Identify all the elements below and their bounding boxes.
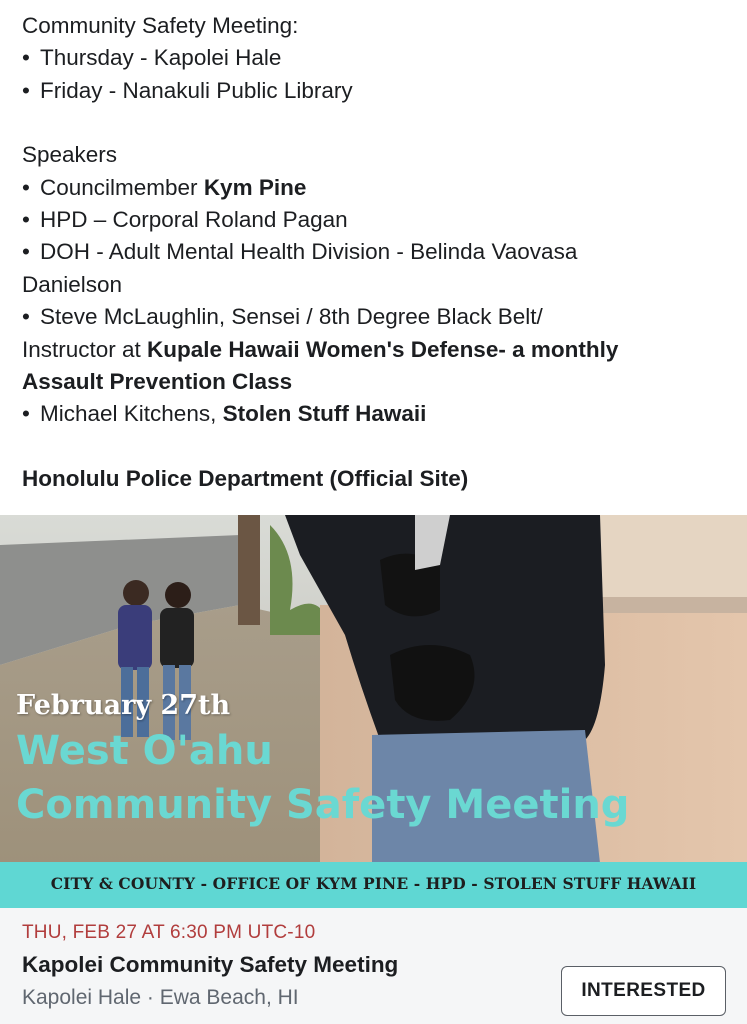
wall-upper: [580, 515, 747, 597]
bullet: •: [22, 239, 30, 265]
event-location: Kapolei Hale · Ewa Beach, HI: [22, 986, 299, 1009]
meeting-day-friday: • Friday - Nanakuli Public Library: [22, 75, 727, 107]
speaker-item-continued: Danielson: [22, 271, 123, 297]
organization-link[interactable]: Stolen Stuff Hawaii: [222, 401, 427, 427]
sponsor-banner-text: CITY & COUNTY - OFFICE OF KYM PINE - HPD - STOLEN STUFF HAWAII: [50, 874, 697, 893]
image-title-line1: West O'ahu: [16, 728, 273, 774]
event-title[interactable]: Kapolei Community Safety Meeting: [22, 952, 399, 977]
spacer: [22, 431, 727, 463]
hpd-page-link[interactable]: Honolulu Police Department (Official Site): [22, 465, 469, 491]
pole: [238, 515, 260, 625]
speaker-item: • DOH - Adult Mental Health Division - Belinda Vaovasa: [22, 236, 727, 268]
speaker-item: • Steve McLaughlin, Sensei / 8th Degree Black Belt/: [22, 301, 727, 333]
image-date-text: February 27th: [16, 690, 231, 721]
speaker-item-continued: Instructor at Kupale Hawaii Women's Defense- a monthly: [22, 336, 619, 362]
bullet: •: [22, 174, 30, 200]
image-title-line2: Community Safety Meeting: [16, 782, 630, 828]
speakers-heading: Speakers: [22, 142, 118, 168]
bullet: •: [22, 401, 30, 427]
speaker-name-link[interactable]: Kym Pine: [203, 174, 307, 200]
interested-button[interactable]: INTERESTED: [561, 966, 726, 1016]
post-text: [22, 10, 727, 495]
spacer: [22, 107, 727, 139]
meeting-heading: Community Safety Meeting:: [22, 13, 299, 38]
bullet: •: [22, 304, 30, 330]
speaker-item: • Michael Kitchens, Stolen Stuff Hawaii: [22, 398, 727, 430]
speaker-item: • Councilmember Kym Pine: [22, 172, 727, 204]
speaker-item-continued: [22, 366, 727, 398]
bullet: •: [22, 77, 30, 103]
organization-link-continued[interactable]: Assault Prevention Class: [22, 369, 293, 395]
meeting-day-thursday: • Thursday - Kapolei Hale: [22, 42, 727, 74]
speaker-item: • HPD – Corporal Roland Pagan: [22, 204, 727, 236]
event-date: THU, FEB 27 AT 6:30 PM UTC-10: [22, 922, 316, 943]
sponsor-banner: [0, 862, 747, 908]
organization-link[interactable]: Kupale Hawaii Women's Defense- a monthly: [147, 336, 619, 362]
bullet: •: [22, 45, 30, 71]
bullet: •: [22, 207, 30, 233]
wall-cap: [580, 595, 747, 613]
